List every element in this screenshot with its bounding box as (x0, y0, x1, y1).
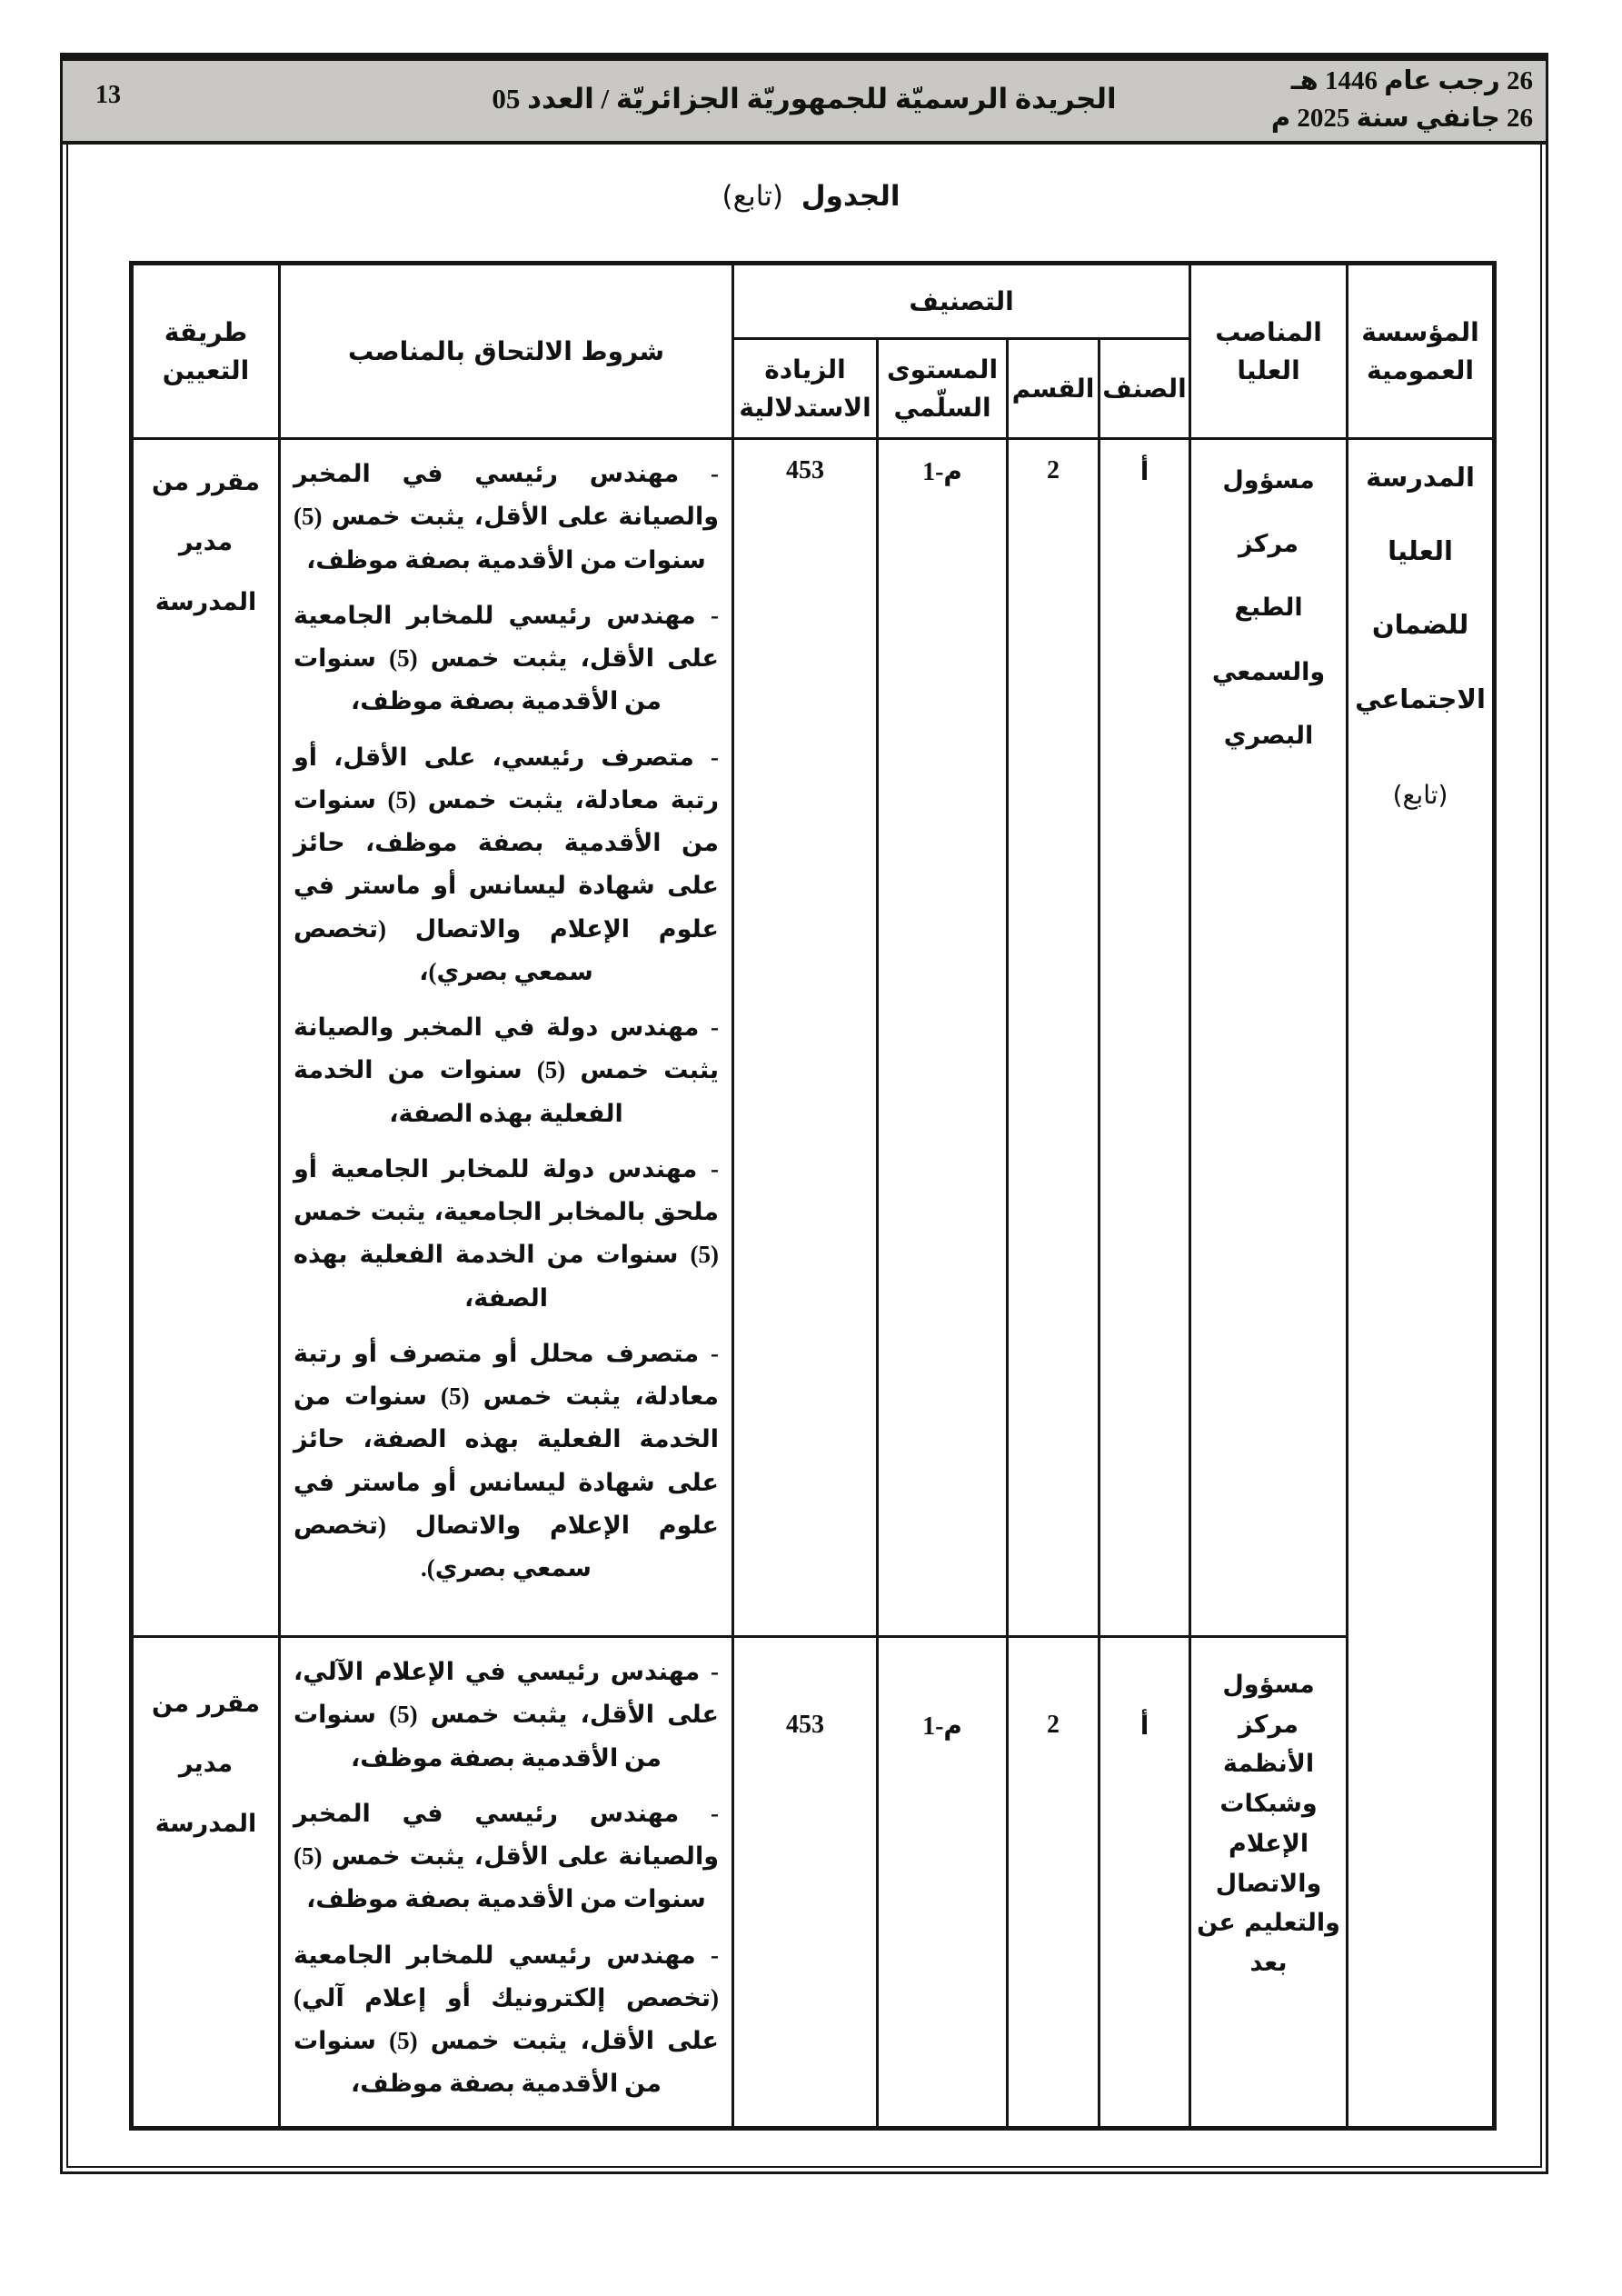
position-title: مسؤول مركز الطبع والسمعي البصري (1211, 466, 1326, 750)
level-cell: م-1 (878, 439, 1008, 1637)
index-increase-cell: 453 (733, 1637, 878, 2129)
table-row (132, 1637, 1495, 2129)
table-header (132, 264, 1495, 439)
appointment-method: مقرر من مدير المدرسة (152, 1690, 260, 1839)
category-cell: أ (1100, 1637, 1190, 2129)
th-category: الصنف (1100, 339, 1190, 439)
level-cell: م-1 (878, 1637, 1008, 2129)
gregorian-date: 26 جانفي سنة 2025 م (1270, 103, 1533, 133)
th-institution: المؤسسة العمومية (1348, 264, 1495, 439)
th-conditions: شروط الالتحاق بالمناصب (280, 264, 733, 439)
table-title-suffix: (تابع) (721, 180, 783, 213)
index-increase-cell: 453 (733, 439, 878, 1637)
appointment-method: مقرر من مدير المدرسة (152, 468, 260, 617)
table-title (0, 180, 1622, 213)
institution-name: المدرسة العليا للضمان الاجتماعي (1355, 462, 1486, 714)
conditions-cell (280, 439, 733, 1637)
conditions-list: - مهندس رئيسي في الإعلام الآلي، على الأقل، يثبت خمس (5) سنوات من الأقدمية بصفة موظف، - مهندس رئيسي في المخبر والصيانة على الأقل، يثبت خمس (5) سنوات من الأقدمية بصفة موظف، - مهندس رئيسي للمخابر الجامعية (تخصص إلكترونيك أو إعلام آلي) على الأقل، يثبت خمس (5) سنوات من الأقدمية بصفة موظف، (294, 1658, 719, 2098)
header-band (63, 61, 1546, 145)
table-title-main: الجدول (801, 180, 901, 213)
section-cell: 2 (1008, 1637, 1100, 2129)
table-row (132, 439, 1495, 1637)
th-level: المستوى السلّمي (878, 339, 1008, 439)
positions-table (129, 261, 1497, 2131)
appointment-cell (132, 439, 280, 1637)
institution-cell (1348, 439, 1495, 2129)
th-section: القسم (1008, 339, 1100, 439)
institution-suffix: (تابع) (1392, 779, 1448, 810)
page-number: 13 (95, 81, 121, 109)
th-appointment: طريقة التعيين (132, 264, 280, 439)
position-cell (1190, 439, 1348, 1637)
th-index-increase: الزيادة الاستدلالية (733, 339, 878, 439)
conditions-list: - مهندس رئيسي في المخبر والصيانة على الأقل، يثبت خمس (5) سنوات من الأقدمية بصفة موظف، - مهندس رئيسي للمخابر الجامعية على الأقل، يثبت خمس (5) سنوات من الأقدمية بصفة موظف، - متصرف رئيسي، على الأقل، أو رتبة معادلة، يثبت خمس (5) سنوات من الأقدمية بصفة موظف، حائز على شهادة ليسانس أو ماستر في علوم الإعلام والاتصال (تخصص سمعي بصري)، - مهندس دولة في المخبر والصيانة يثبت خمس (5) سنوات من الخدمة الفعلية بهذه الصفة، - مهندس دولة للمخابر الجامعية أو ملحق بالمخابر الجامعية، يثبت خمس (5) سنوات من الخدمة الفعلية بهذه الصفة، - متصرف محلل أو متصرف أو رتبة معادلة، يثبت خمس (5) سنوات من الخدمة الفعلية بهذه الصفة، حائز على شهادة ليسانس أو ماستر في علوم الإعلام والاتصال (تخصص سمعي بصري). (294, 460, 719, 1582)
journal-title: الجريدة الرسميّة للجمهوريّة الجزائريّة / العدد 05 (492, 83, 1117, 115)
th-classification: التصنيف (733, 264, 1190, 339)
section-cell: 2 (1008, 439, 1100, 1637)
position-cell (1190, 1637, 1348, 2129)
conditions-cell (280, 1637, 733, 2129)
th-positions: المناصب العليا (1190, 264, 1348, 439)
category-cell: أ (1100, 439, 1190, 1637)
position-title: مسؤول مركز الأنظمة وشبكات الإعلام والاتصال والتعليم عن بعد (1197, 1671, 1340, 1978)
hijri-date: 26 رجب عام 1446 هـ (1290, 66, 1533, 95)
appointment-cell (132, 1637, 280, 2129)
